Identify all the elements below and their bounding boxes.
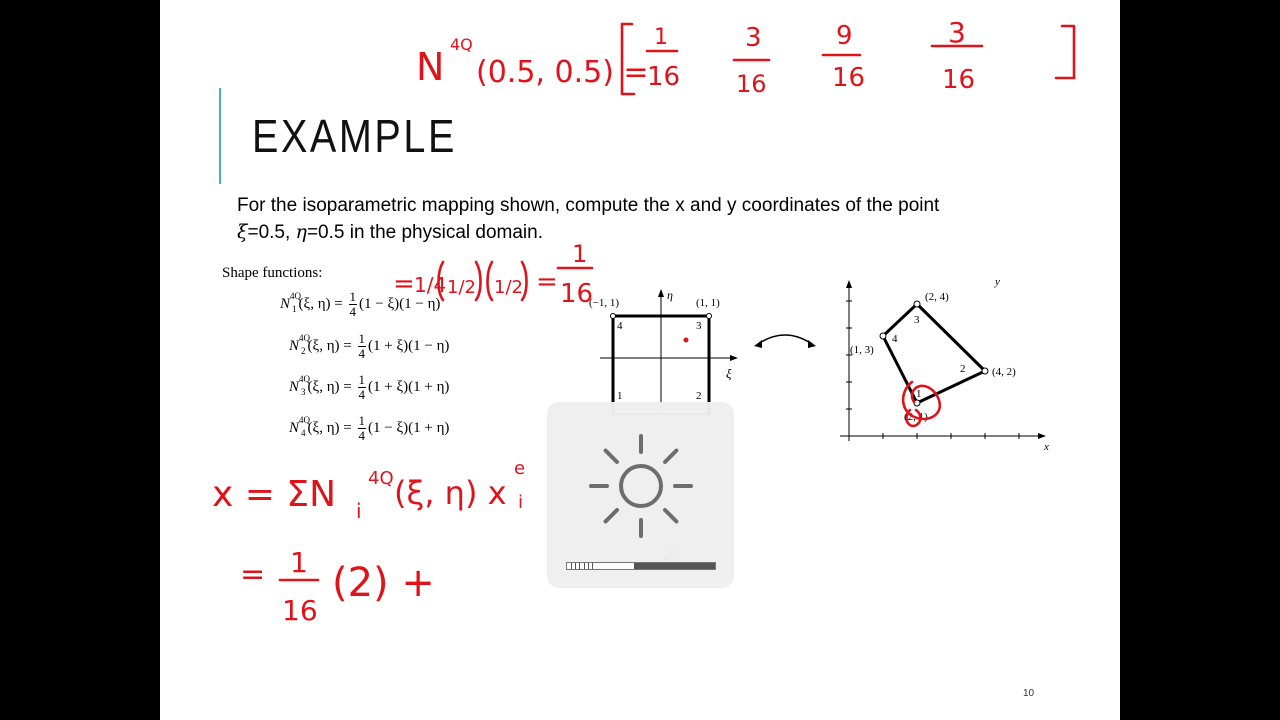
ink-top-fraction-2 xyxy=(734,23,769,98)
shape-function-1: $N^{4Q}_1$ (ξ, η) = $\frac{1}{4}$ (1 − ξ)(1 − η) xyxy=(280,289,441,319)
corner-tl-label: (−1, 1) xyxy=(589,297,620,309)
shape-functions-label: Shape functions: xyxy=(222,265,323,281)
svg-text:1: 1 xyxy=(654,25,668,50)
ink-line2-rest: (2) + xyxy=(332,560,435,606)
slide-title: EXAMPLE xyxy=(252,110,457,162)
svg-text:16: 16 xyxy=(647,62,681,92)
ink-line2-eq: = xyxy=(240,557,266,592)
ink-top-sup: 4Q xyxy=(450,35,473,54)
xi-axis-label: ξ xyxy=(726,366,732,381)
ink-x-sup2: e xyxy=(514,458,526,479)
parent-node-label-1: 1 xyxy=(617,390,623,402)
physical-node-label-4: 4 xyxy=(892,333,898,345)
shape-function-3: $N^{4Q}_3$ (ξ, η) = $\frac{1}{4}$ (1 + ξ)(1 + η) xyxy=(289,372,450,402)
brightness-level-bar xyxy=(566,562,716,570)
brightness-segment-divider xyxy=(571,563,572,569)
eta-axis-label: η xyxy=(667,288,673,302)
ink-top-fraction-4 xyxy=(932,16,982,95)
ink-x-lhs: x = ΣN xyxy=(212,474,337,515)
parent-node-label-4: 4 xyxy=(617,320,623,332)
svg-text:9: 9 xyxy=(836,21,853,51)
brightness-segment-divider xyxy=(592,563,593,569)
ink-mid-eq1: = xyxy=(393,269,415,299)
svg-text:3: 3 xyxy=(745,23,762,53)
ink-x-sup: 4Q xyxy=(368,468,394,489)
ink-top-lhs: N xyxy=(416,45,445,89)
ink-line2-num: 1 xyxy=(290,546,308,579)
slide xyxy=(160,0,1120,720)
brightness-segment-divider xyxy=(584,563,585,569)
ink-mid-half1: 1/2 xyxy=(447,277,476,298)
eta-value: =0.5 in the physical domain. xyxy=(306,222,543,243)
problem-line1: For the isoparametric mapping shown, compute the x and y coordinates of the point xyxy=(237,195,940,216)
ink-x-sub2: i xyxy=(518,492,524,513)
ink-mid-half2: 1/2 xyxy=(494,277,523,298)
svg-text:3: 3 xyxy=(948,16,966,49)
page-number: 10 xyxy=(1023,688,1035,699)
shape-function-4: $N^{4Q}_4$ (ξ, η) = $\frac{1}{4}$ (1 − ξ)(1 + η) xyxy=(289,413,450,443)
physical-node-label-1: 1 xyxy=(916,388,922,400)
xi-value: =0.5, xyxy=(247,222,296,243)
ink-mid-result-den: 16 xyxy=(560,279,594,309)
x-axis-label: x xyxy=(1044,441,1049,453)
ink-mid-result-num: 1 xyxy=(572,240,588,268)
ink-top-fraction-1 xyxy=(647,25,680,92)
parent-node-label-2: 2 xyxy=(696,390,702,402)
physical-node-label-2: 2 xyxy=(960,363,966,375)
ink-mid-quarter: 1/4 xyxy=(414,273,447,297)
ink-mid-eq2: = xyxy=(536,267,558,297)
physical-node-coord-1: (2, 1) xyxy=(904,411,928,423)
brightness-overlay xyxy=(547,402,734,588)
ink-top-args: (0.5, 0.5) = xyxy=(476,55,649,90)
xi-symbol: ξ xyxy=(237,221,248,243)
brightness-segment-divider xyxy=(579,563,580,569)
y-axis-label: y xyxy=(995,276,1000,288)
brightness-segment-divider xyxy=(588,563,589,569)
ink-line2-den: 16 xyxy=(282,594,318,627)
physical-node-coord-3: (2, 4) xyxy=(925,291,949,303)
eta-symbol: η xyxy=(295,221,307,243)
ink-close-bracket xyxy=(1056,26,1074,78)
physical-node-coord-4: (1, 3) xyxy=(850,344,874,356)
corner-tr-label: (1, 1) xyxy=(696,297,720,309)
svg-text:16: 16 xyxy=(832,63,866,93)
svg-text:16: 16 xyxy=(942,65,976,95)
physical-node-label-3: 3 xyxy=(914,314,920,326)
ink-top-fraction-3 xyxy=(823,21,865,93)
brightness-level-fill xyxy=(567,563,634,569)
shape-function-2: $N^{4Q}_2$ (ξ, η) = $\frac{1}{4}$ (1 + ξ)(1 − η) xyxy=(289,331,450,361)
physical-node-coord-2: (4, 2) xyxy=(992,366,1016,378)
parent-node-label-3: 3 xyxy=(696,320,702,332)
brightness-segment-divider xyxy=(575,563,576,569)
sun-icon xyxy=(585,430,697,542)
ink-annotations xyxy=(160,0,1120,720)
ink-x-args: (ξ, η) x xyxy=(394,474,507,512)
svg-text:16: 16 xyxy=(736,70,767,98)
ink-x-sub: i xyxy=(356,499,362,523)
